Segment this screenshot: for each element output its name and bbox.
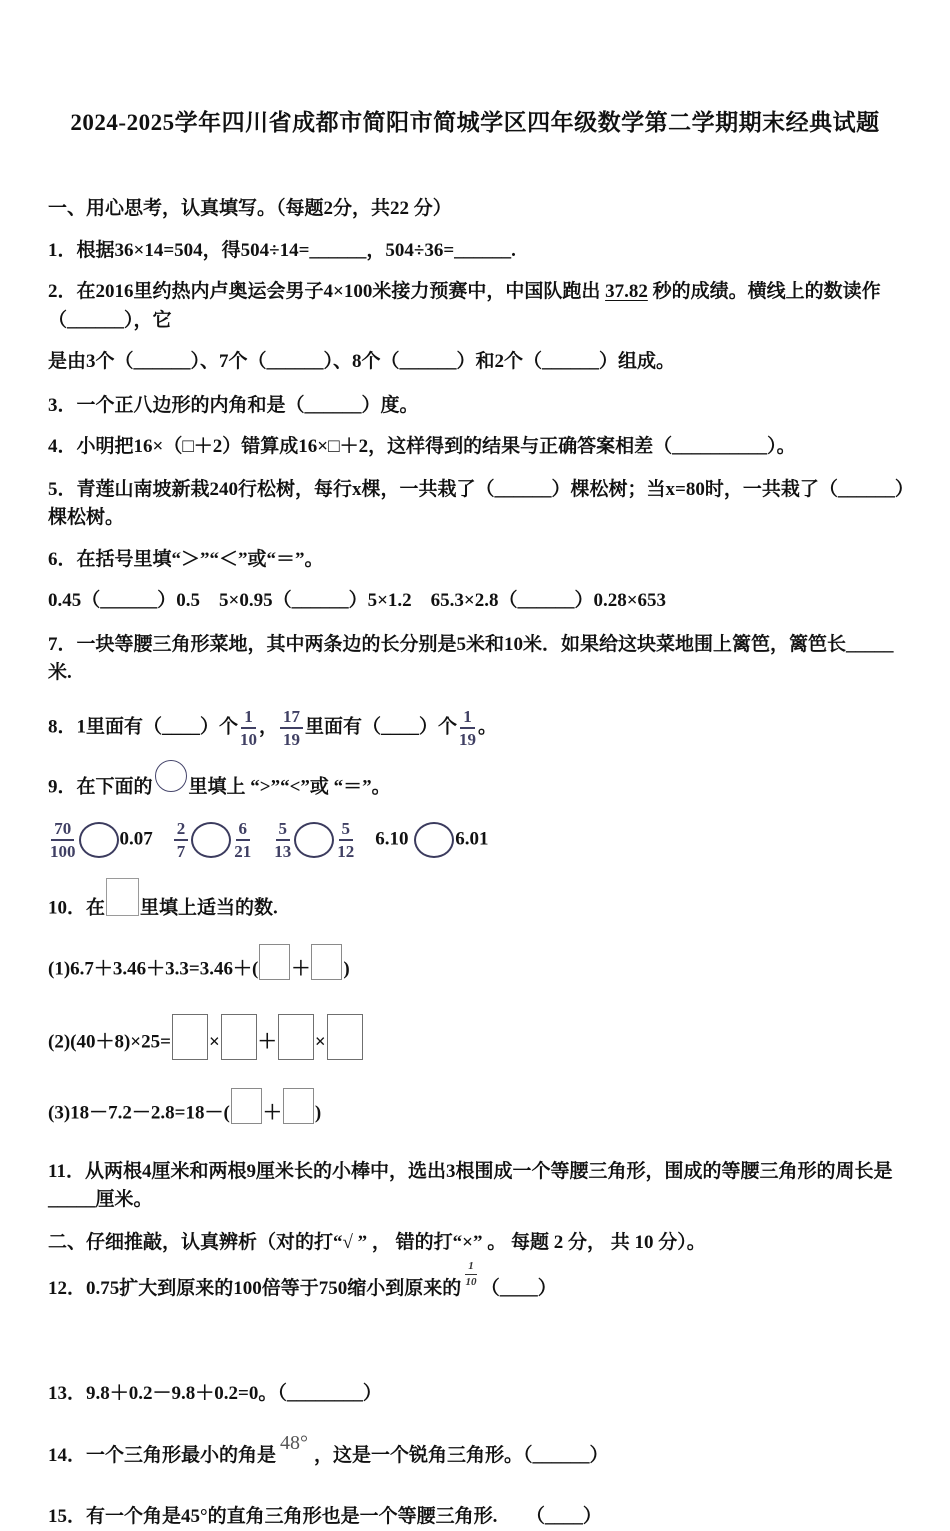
line-section-1: 一、用心思考，认真填写。（每题2分，共22 分） [48, 195, 908, 224]
answer-box [231, 1088, 262, 1124]
exam-body [0, 195, 950, 1531]
line-question-10-1: (1)6.7＋3.46＋3.3=3.46＋( ＋ ) [48, 952, 908, 988]
line-question-14: 14．一个三角形最小的角是48°，这是一个锐角三角形。（______） [48, 1440, 908, 1471]
fraction: $\frac{1}{10}$ [465, 1261, 477, 1288]
comparison-circle [414, 822, 454, 858]
line-question-9: 9．在下面的 里填上 “>”“<”或 “＝”。 [48, 772, 908, 804]
line-question-12: 12．0.75扩大到原来的100倍等于750缩小到原来的 $\frac{1}{10}$ （____） [48, 1275, 908, 1304]
answer-box [221, 1014, 257, 1060]
line-question-5: 5．青莲山南坡新栽240行松树，每行x棵，一共栽了（______）棵松树；当x=80时，一共栽了（______）棵松树。 [48, 476, 908, 533]
fraction: $\frac{1}{10}$ [240, 708, 257, 748]
line-question-7: 7．一块等腰三角形菜地，其中两条边的长分别是5米和10米．如果给这块菜地围上篱笆，篱笆长_____米. [48, 631, 908, 688]
underlined-value: 37.82 [605, 281, 648, 302]
fraction: $\frac{5}{12}$ [337, 820, 354, 860]
fraction: $\frac{2}{7}$ [174, 820, 189, 860]
answer-box [327, 1014, 363, 1060]
fraction: $\frac{5}{13}$ [274, 820, 291, 860]
line-question-1: 1．根据36×14=504，得504÷14=______，504÷36=______. [48, 237, 908, 266]
line-question-10: 10．在 里填上适当的数. [48, 890, 908, 928]
line-question-11: 11．从两根4厘米和两根9厘米长的小棒中，选出3根围成一个等腰三角形，围成的等腰三角形的周长是_____厘米。 [48, 1158, 908, 1215]
line-question-8: 8．1里面有（____）个 $\frac{1}{10}$ ， $\frac{17}{19}$ 里面有（____）个 $\frac{1}{19}$ 。 [48, 708, 908, 748]
line-question-13: 13．9.8＋0.2－9.8＋0.2=0。（________） [48, 1380, 908, 1409]
line-question-6-values: 0.45（______）0.5 5×0.95（______）5×1.2 65.3×2.8（______）0.28×653 [48, 587, 908, 616]
line-question-15: 15．有一个角是45°的直角三角形也是一个等腰三角形. （____） [48, 1503, 908, 1531]
answer-box [172, 1014, 208, 1060]
line-question-10-2: (2)(40＋8)×25= × ＋ × [48, 1020, 908, 1066]
fraction: $\frac{70}{100}$ [50, 820, 76, 860]
degree-superscript: 48° [280, 1432, 308, 1454]
line-question-10-3: (3)18－7.2－2.8=18－( ＋ ) [48, 1096, 908, 1132]
line-question-2b: 是由3个（______）、7个（______）、8个（______）和2个（______）组成。 [48, 348, 908, 377]
answer-box [311, 944, 342, 980]
fraction: $\frac{17}{19}$ [280, 708, 303, 748]
line-question-3: 3．一个正八边形的内角和是（______）度。 [48, 392, 908, 421]
answer-box [283, 1088, 314, 1124]
fraction: $\frac{1}{19}$ [459, 708, 476, 748]
comparison-circle [79, 822, 119, 858]
line-question-6: 6．在括号里填“＞”“＜”或“＝”。 [48, 546, 908, 575]
comparison-circle [155, 760, 187, 792]
comparison-circle [294, 822, 334, 858]
line-question-2a: 2．在2016里约热内卢奥运会男子4×100米接力预赛中，中国队跑出 37.82 秒的成绩。横线上的数读作（______），它 [48, 278, 908, 335]
answer-box [106, 878, 139, 916]
answer-box [259, 944, 290, 980]
fraction: $\frac{6}{21}$ [234, 820, 251, 860]
line-question-9-values: $\frac{70}{100}$ 0.07 $\frac{2}{7}$ $\frac{6}{21}$ $\frac{5}{13}$ $\frac{5}{12}$ 6.10 6.01 [48, 820, 908, 860]
comparison-circle [191, 822, 231, 858]
line-section-2: 二、仔细推敲，认真辨析（对的打“√ ” ， 错的打“×” 。 每题 2 分， 共 10 分）。 [48, 1229, 908, 1258]
answer-box [278, 1014, 314, 1060]
page-title: 2024-2025学年四川省成都市简阳市简城学区四年级数学第二学期期末经典试题 [40, 0, 910, 137]
line-question-4: 4．小明把16×（□＋2）错算成16×□＋2，这样得到的结果与正确答案相差（__________）。 [48, 433, 908, 462]
